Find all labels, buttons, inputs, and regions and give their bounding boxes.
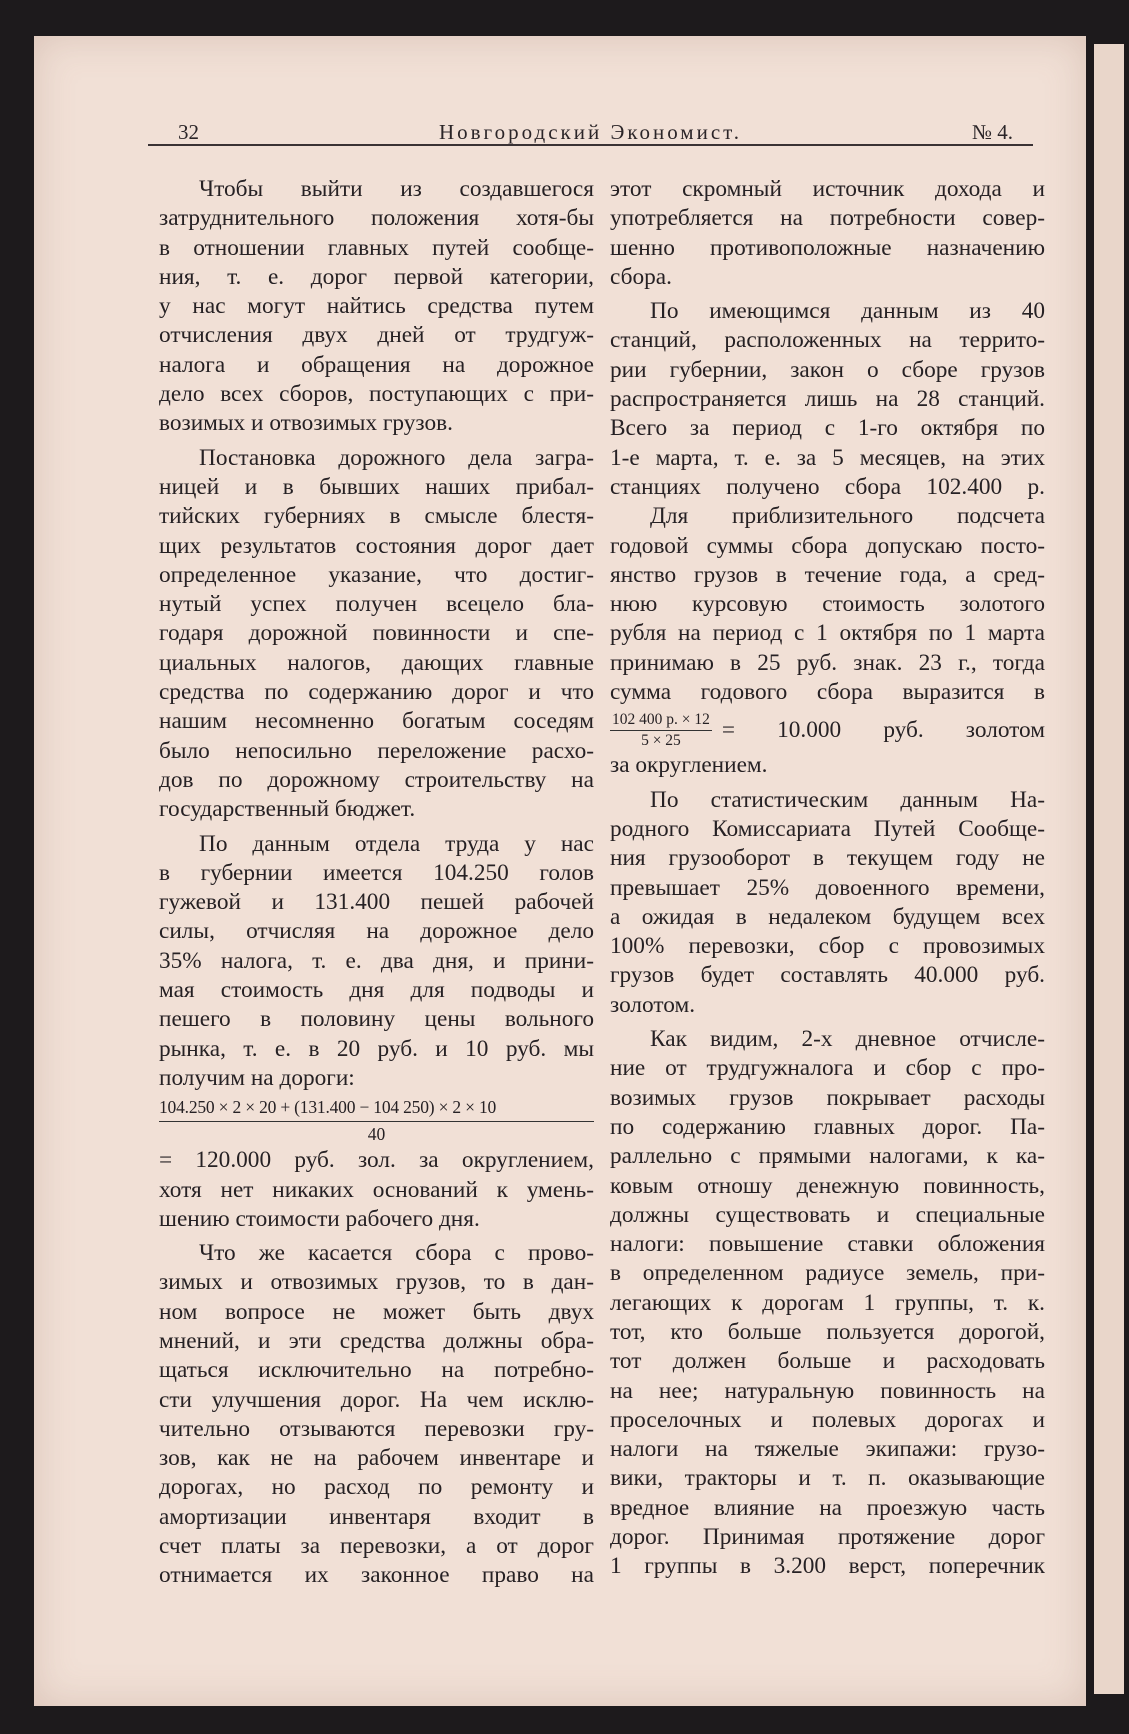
text-line: вредное влияние на проезжую часть xyxy=(610,1494,1045,1521)
text-line: тийских губерниях в смысле блестя- xyxy=(159,503,594,530)
text-line: ном вопросе не может быть двух xyxy=(159,1298,594,1325)
text-line: пешего в половину цены вольного xyxy=(159,1006,594,1033)
paragraph xyxy=(159,1146,594,1234)
text-line: родного Комиссариата Путей Сообще- xyxy=(610,815,1045,842)
text-line: принимаю в 25 руб. знак. 23 г., тогда xyxy=(610,649,1045,676)
text-line: ние от трудгужналога и сбор с про- xyxy=(610,1055,1045,1082)
paragraph xyxy=(159,830,594,1094)
text-line: вики, тракторы и т. п. оказывающие xyxy=(610,1465,1045,1492)
text-line: этот скромный источник дохода и xyxy=(610,176,1045,202)
text-line: раллельно с прямыми налогами, к ка- xyxy=(610,1143,1045,1170)
next-page-edge xyxy=(1094,44,1124,1694)
text-line: станций, расположенных на террито- xyxy=(610,327,1045,354)
text-line: отчисления двух дней от трудгуж- xyxy=(159,322,594,349)
text-line: возимых грузов покрывает расходы xyxy=(610,1084,1045,1111)
text-line: ния грузооборот в текущем году не xyxy=(610,845,1045,872)
text-line: определенное указание, что достиг- xyxy=(159,561,594,588)
cargo-formula xyxy=(610,709,1045,751)
paragraph xyxy=(159,1239,594,1591)
text-line: употребляется на потребности совер- xyxy=(610,205,1045,232)
text-line: Для приблизительного подсчета xyxy=(650,503,1045,530)
text-line: сумма годового сбора выразится в xyxy=(610,679,1045,706)
text-line: счет платы за перевозки, а от дорог xyxy=(159,1533,594,1560)
text-line: у нас могут найтись средства путем xyxy=(159,293,594,320)
text-line: нюю курсовую стоимость золотого xyxy=(610,591,1045,618)
text-line: годовой суммы сбора допускаю посто- xyxy=(610,532,1045,559)
text-line: золотом. xyxy=(610,991,696,1018)
text-line: По данным отдела труда у нас xyxy=(199,830,594,857)
text-line: дорог. Принимая протяжение дорог xyxy=(610,1524,1045,1551)
text-line: хотя нет никаких оснований к умень- xyxy=(159,1176,594,1203)
text-line: рубля на период с 1 октября по 1 марта xyxy=(610,620,1045,647)
issue-number: № 4. xyxy=(971,120,1013,144)
text-line: налоги на тяжелые экипажи: грузо- xyxy=(610,1436,1045,1463)
text-line: мая стоимость дня для подводы и xyxy=(159,977,594,1004)
text-line: Всего за период с 1-го октября по xyxy=(610,415,1045,442)
header-rule xyxy=(148,144,1033,146)
paragraph xyxy=(610,502,1045,707)
text-line: грузов будет составлять 40.000 руб. xyxy=(610,962,1045,989)
paragraph xyxy=(159,444,594,825)
text-line: ницей и в бывших наших прибал- xyxy=(159,473,594,500)
text-line: По статистическим данным На- xyxy=(650,786,1045,813)
text-line: отнимается их законное право на xyxy=(159,1562,594,1589)
text-line: ния, т. е. дорог первой категории, xyxy=(159,263,594,290)
paragraph xyxy=(610,1025,1045,1582)
text-line: гужевой и 131.400 пешей рабочей xyxy=(159,889,594,916)
text-line: дов по дорожному строительству на xyxy=(159,766,594,793)
text-line: щаться исключительно на потребно- xyxy=(159,1357,594,1384)
text-line: 1-е марта, т. е. за 5 месяцев, на этих xyxy=(610,444,1045,471)
text-line: тот должен больше и расходовать xyxy=(610,1348,1045,1375)
text-line: нашим несомненно богатым соседям xyxy=(159,708,594,735)
text-line: 100% перевозки, сбор с провозимых xyxy=(610,933,1045,960)
text-line: на нее; натуральную повинность на xyxy=(610,1377,1045,1404)
text-line: за округлением. xyxy=(610,752,768,779)
text-line: превышает 25% довоенного времени, xyxy=(610,874,1045,901)
left-column xyxy=(159,175,594,1591)
text-line: = 120.000 руб. зол. за округлением, xyxy=(159,1147,594,1174)
cargo-fraction xyxy=(610,711,712,750)
right-column xyxy=(610,175,1045,1582)
text-line: 35% налога, т. е. два дня, и прини- xyxy=(159,947,594,974)
text-line: зов, как не на рабочем инвентаре и xyxy=(159,1445,594,1472)
labor-formula xyxy=(159,1095,594,1146)
text-line: должны существовать и специальные xyxy=(610,1201,1045,1228)
text-line: силы, отчисляя на дорожное дело xyxy=(159,918,594,945)
text-line: нутый успех получен всецело бла- xyxy=(159,591,594,618)
text-line: циальных налогов, дающих главные xyxy=(159,649,594,676)
cargo-formula-result: = 10.000 руб. золотом xyxy=(721,716,1045,743)
cargo-fraction-denominator: 5 × 25 xyxy=(641,731,681,749)
text-line: сти улучшения дорог. На чем исклю- xyxy=(159,1386,594,1413)
text-line: зимых и отвозимых грузов, то в дан- xyxy=(159,1269,594,1296)
text-line: в губернии имеется 104.250 голов xyxy=(159,859,594,886)
text-line: Постановка дорожного дела загра- xyxy=(199,444,594,471)
paragraph xyxy=(159,175,594,439)
text-line: легающих к дорогам 1 группы, т. к. xyxy=(610,1289,1045,1316)
paragraph xyxy=(610,786,1045,1020)
text-line: По имеющимся данным из 40 xyxy=(650,298,1045,325)
text-line: в отношении главных путей сообще- xyxy=(159,234,594,261)
text-line: янство грузов в течение года, а сред- xyxy=(610,561,1045,588)
text-line: дорогах, но расход по ремонту и xyxy=(159,1474,594,1501)
running-header xyxy=(148,120,1033,146)
text-line: налога и обращения на дорожное xyxy=(159,351,594,378)
text-line: проселочных и полевых дорогах и xyxy=(610,1406,1045,1433)
text-line: получим на дороги: xyxy=(159,1064,355,1091)
text-line: шению стоимости рабочего дня. xyxy=(159,1205,480,1232)
text-line: 1 группы в 3.200 верст, поперечник xyxy=(610,1553,1045,1580)
text-line: щих результатов состояния дорог дает xyxy=(159,532,594,559)
text-line: станциях получено сбора 102.400 р. xyxy=(610,473,1045,500)
text-line: распространяется лишь на 28 станций. xyxy=(610,386,1045,413)
journal-title: Новгородский Экономист. xyxy=(438,120,743,144)
text-line: тот, кто больше пользуется дорогой, xyxy=(610,1318,1045,1345)
text-line: государственный бюджет. xyxy=(159,796,416,823)
text-line: Чтобы выйти из создавшегося xyxy=(199,176,594,202)
text-line: Что же касается сбора с прово- xyxy=(199,1240,594,1267)
text-line: средства по содержанию дорог и что xyxy=(159,679,594,706)
text-line: налоги: повышение ставки обложения xyxy=(610,1231,1045,1258)
text-line: дело всех сборов, поступающих с при- xyxy=(159,381,594,408)
paragraph xyxy=(610,297,1045,502)
text-line: сбора. xyxy=(610,263,672,290)
text-line: возимых и отвозимых грузов. xyxy=(159,410,453,437)
text-line: ковым отношу денежную повинность, xyxy=(610,1172,1045,1199)
text-line: Как видим, 2-х дневное отчисле- xyxy=(650,1026,1045,1053)
text-line: затруднительного положения хотя-бы xyxy=(159,205,594,232)
paragraph xyxy=(610,175,1045,292)
page-number: 32 xyxy=(178,120,199,144)
text-line: рии губернии, закон о сборе грузов xyxy=(610,356,1045,383)
text-line: а ожидая в недалеком будущем всех xyxy=(610,903,1045,930)
text-line: шенно противоположные назначению xyxy=(610,234,1045,261)
text-line: в определенном радиусе земель, при- xyxy=(610,1260,1045,1287)
formula-denominator: 40 xyxy=(367,1124,386,1145)
formula-numerator: 104.250 × 2 × 20 + (131.400 − 104 250) × 2 × 10 xyxy=(159,1095,594,1122)
cargo-fraction-numerator: 102 400 р. × 12 xyxy=(610,711,712,731)
text-line: по содержанию главных дорог. Па- xyxy=(610,1113,1045,1140)
text-line: было непосильно переложение расхо- xyxy=(159,737,594,764)
text-line: рынка, т. е. в 20 руб. и 10 руб. мы xyxy=(159,1035,594,1062)
text-line: чительно отзываются перевозки гру- xyxy=(159,1415,594,1442)
text-line: мнений, и эти средства должны обра- xyxy=(159,1327,594,1354)
text-line: годаря дорожной повинности и спе- xyxy=(159,620,594,647)
text-line: амортизации инвентаря входит в xyxy=(159,1503,594,1530)
